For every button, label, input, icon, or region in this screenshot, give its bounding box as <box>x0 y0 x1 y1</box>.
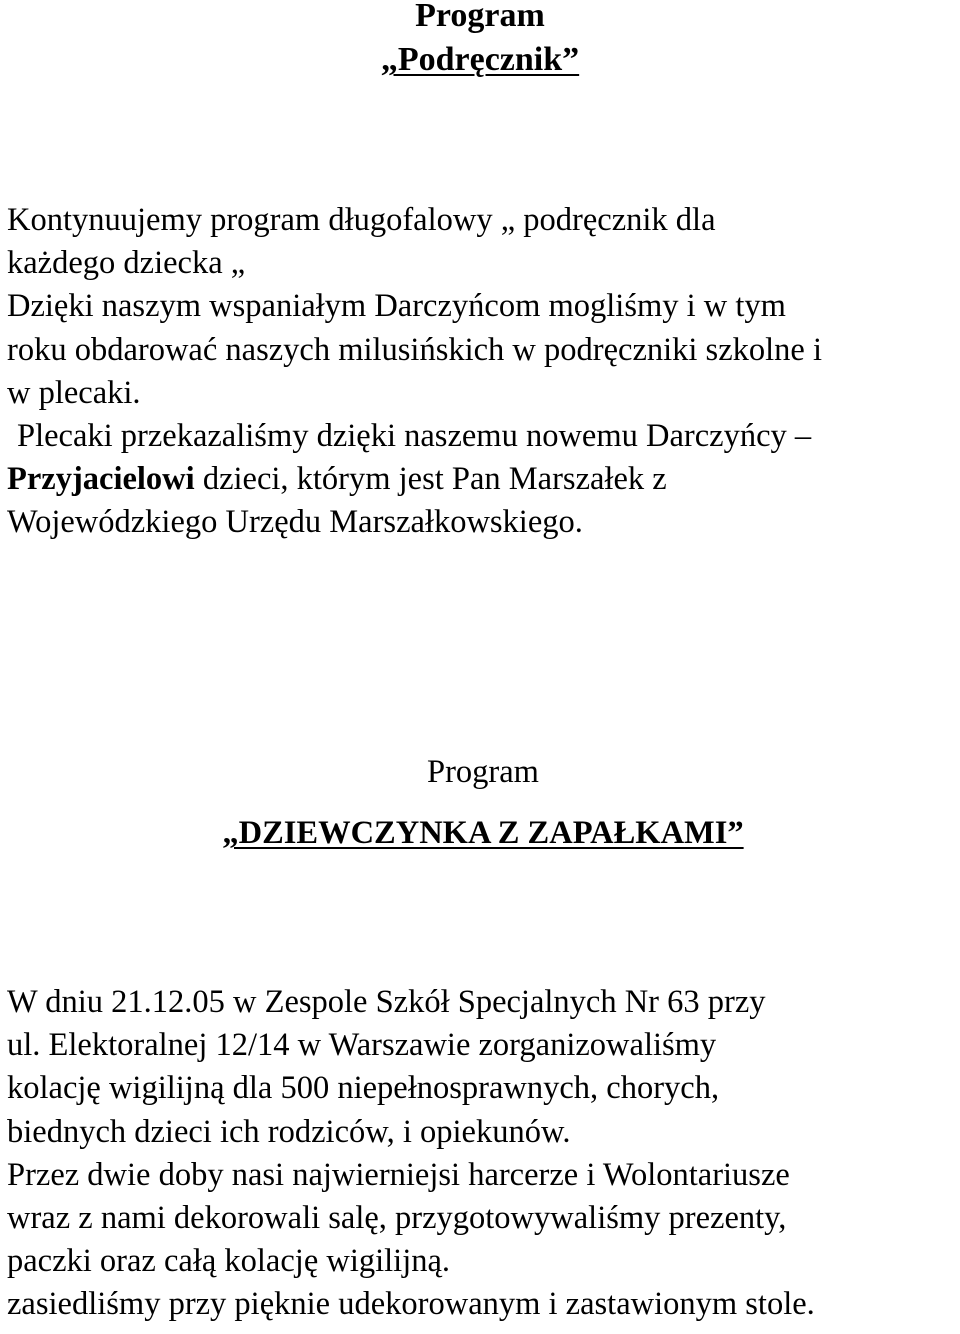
paragraph-line: Kontynuujemy program długofalowy „ podręcznik dla <box>7 202 716 238</box>
paragraph-line: każdego dziecka „ <box>7 245 246 282</box>
paragraph-intro <box>7 199 957 415</box>
paragraph-line: w plecaki. <box>7 374 141 411</box>
paragraph-line: Plecaki przekazaliśmy dzięki naszemu nowemu Darczyńcy – <box>17 418 812 454</box>
paragraph-line: kolację wigilijną dla 500 niepełnosprawnych, chorych, <box>7 1070 720 1107</box>
section-title-text: „DZIEWCZYNKA Z ZAPAŁKAMI” <box>222 815 744 851</box>
paragraph-line: W dniu 21.12.05 w Zespole Szkół Specjalnych Nr 63 przy <box>7 984 766 1020</box>
paragraph-backpacks <box>7 415 957 545</box>
paragraph-line: biednych dzieci ich rodziców, i opiekunów. <box>7 1113 571 1150</box>
paragraph-event <box>7 981 957 1327</box>
paragraph-line: zasiedliśmy przy pięknie udekorowanym i zastawionym stole. <box>7 1286 815 1323</box>
paragraph-line: Przez dwie doby nasi najwierniejsi harcerze i Wolontariusze <box>7 1156 790 1193</box>
document-subtitle <box>0 40 960 80</box>
paragraph-text: dzieci, którym jest Pan Marszałek z <box>194 461 667 498</box>
paragraph-line: paczki oraz całą kolację wigilijną. <box>7 1243 451 1280</box>
section-title <box>0 813 960 853</box>
document-subtitle-text: „Podręcznik” <box>380 41 580 78</box>
paragraph-line: ul. Elektoralnej 12/14 w Warszawie zorganizowaliśmy <box>7 1027 717 1064</box>
paragraph-line <box>7 458 957 501</box>
bold-text: Przyjacielowi <box>7 461 195 498</box>
paragraph-line: roku obdarować naszych milusińskich w podręczniki szkolne i <box>7 331 822 368</box>
paragraph-line: wraz z nami dekorowali salę, przygotowywaliśmy prezenty, <box>7 1200 787 1237</box>
section-label: Program <box>427 754 539 790</box>
paragraph-line: Wojewódzkiego Urzędu Marszałkowskiego. <box>7 504 583 541</box>
paragraph-line: Dzięki naszym wspaniałym Darczyńcom mogliśmy i w tym <box>7 288 786 325</box>
document-title: Program <box>415 0 545 34</box>
